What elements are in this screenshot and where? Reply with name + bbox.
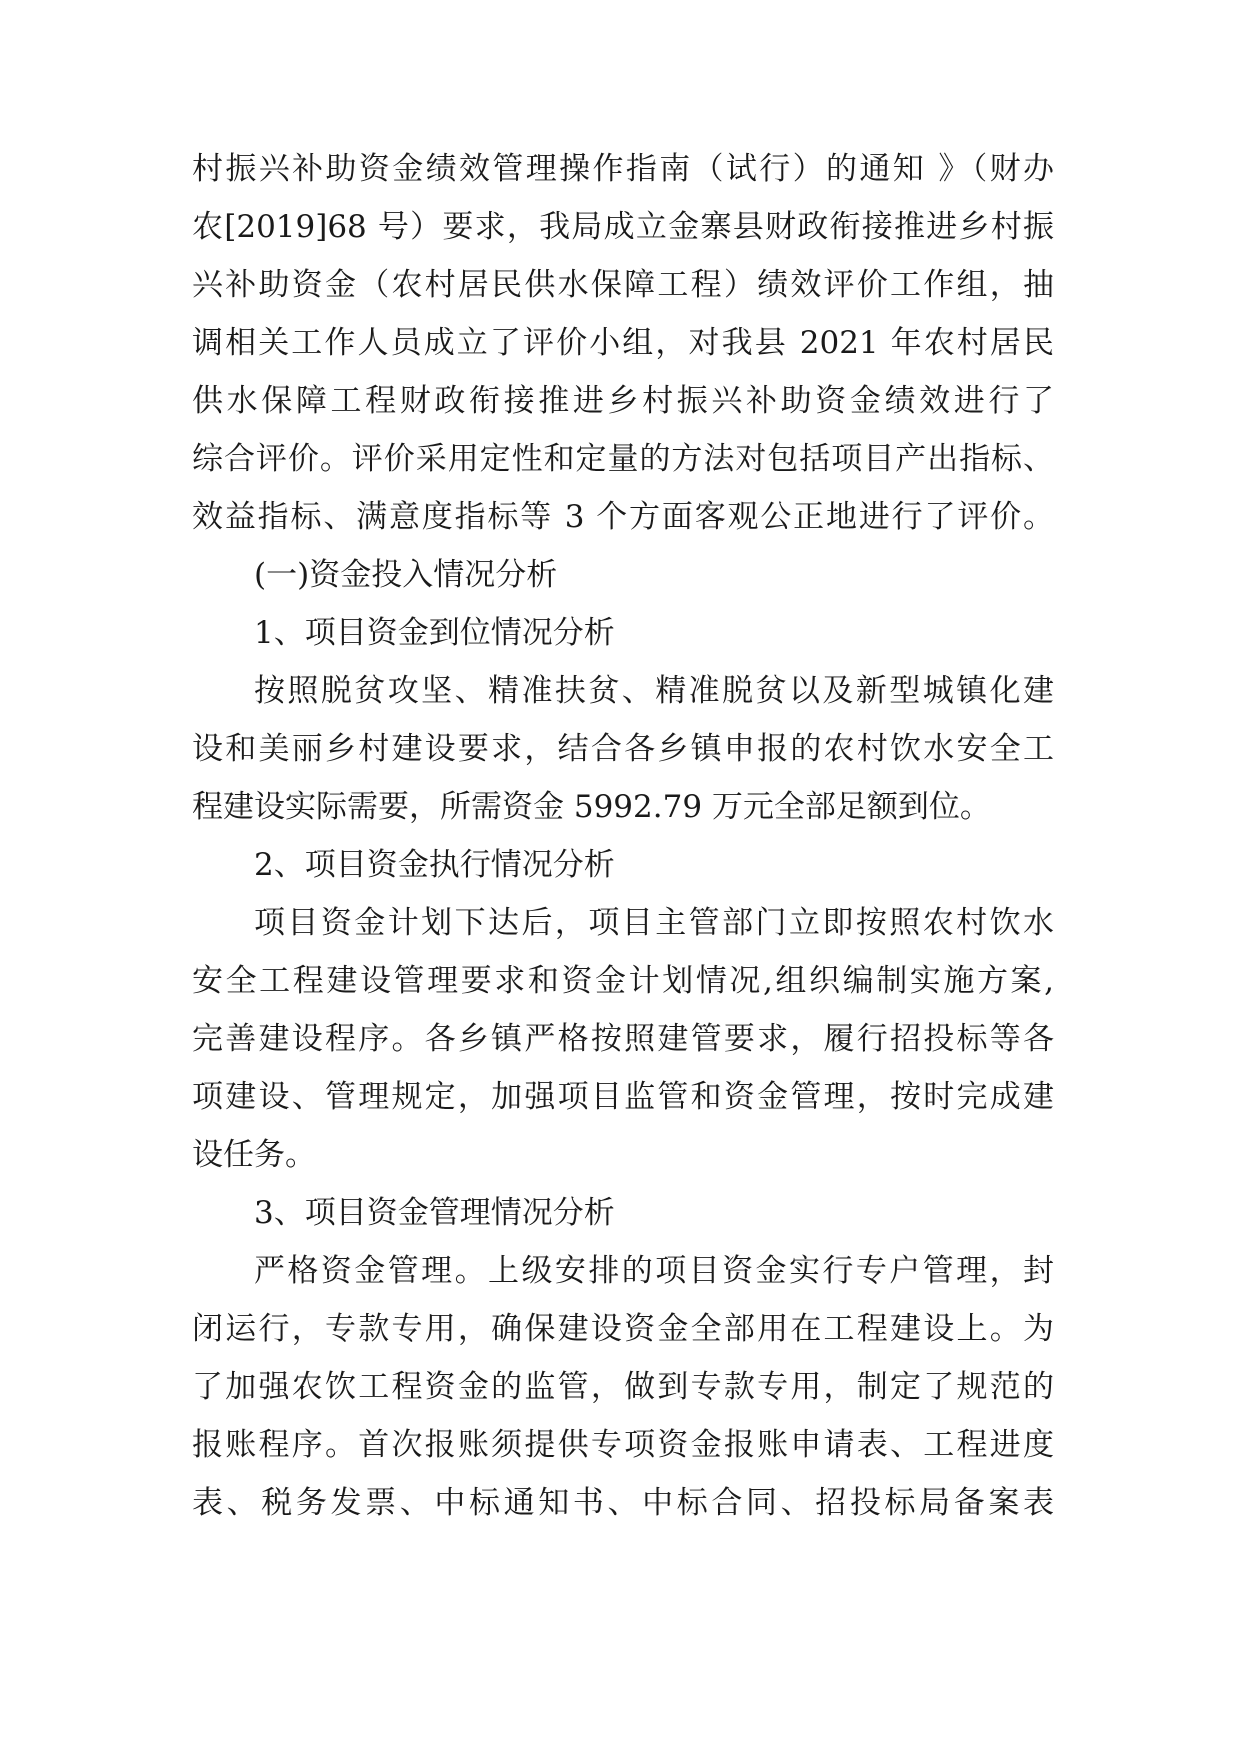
- paragraph-line: 按照脱贫攻坚、精准扶贫、精准脱贫以及新型城镇化建: [254, 673, 1054, 709]
- paragraph-line: 项建设、管理规定，加强项目监管和资金管理，按时完成建: [192, 1079, 1054, 1115]
- paragraph-line: 完善建设程序。各乡镇严格按照建管要求，履行招投标等各: [192, 1021, 1054, 1057]
- paragraph-line: 安全工程建设管理要求和资金计划情况,组织编制实施方案,: [192, 963, 1054, 999]
- paragraph-line: 效益指标、满意度指标等 3 个方面客观公正地进行了评价。: [192, 499, 1054, 535]
- paragraph-line: 程建设实际需要，所需资金 5992.79 万元全部足额到位。: [192, 789, 991, 825]
- paragraph-line: 农[2019]68 号）要求，我局成立金寨县财政衔接推进乡村振: [192, 209, 1054, 245]
- paragraph-line: 严格资金管理。上级安排的项目资金实行专户管理，封: [254, 1253, 1054, 1289]
- paragraph-line: 设和美丽乡村建设要求，结合各乡镇申报的农村饮水安全工: [192, 731, 1054, 767]
- subsection-heading: 3、项目资金管理情况分析: [254, 1195, 615, 1231]
- paragraph-line: 供水保障工程财政衔接推进乡村振兴补助资金绩效进行了: [192, 383, 1054, 419]
- paragraph-line: 兴补助资金（农村居民供水保障工程）绩效评价工作组，抽: [192, 267, 1054, 303]
- paragraph-line: 报账程序。首次报账须提供专项资金报账申请表、工程进度: [192, 1427, 1054, 1463]
- section-heading: (一)资金投入情况分析: [254, 557, 558, 593]
- paragraph-line: 调相关工作人员成立了评价小组，对我县 2021 年农村居民: [192, 325, 1054, 361]
- paragraph-line: 表、税务发票、中标通知书、中标合同、招投标局备案表: [192, 1485, 1054, 1521]
- paragraph-line: 闭运行，专款专用，确保建设资金全部用在工程建设上。为: [192, 1311, 1054, 1347]
- paragraph-line: 了加强农饮工程资金的监管，做到专款专用，制定了规范的: [192, 1369, 1054, 1405]
- paragraph-line: 设任务。: [192, 1137, 316, 1173]
- paragraph-line: 综合评价。评价采用定性和定量的方法对包括项目产出指标、: [192, 441, 1054, 477]
- subsection-heading: 1、项目资金到位情况分析: [254, 615, 615, 651]
- paragraph-line: 村振兴补助资金绩效管理操作指南（试行）的通知 》（财办: [192, 151, 1054, 187]
- subsection-heading: 2、项目资金执行情况分析: [254, 847, 615, 883]
- paragraph-line: 项目资金计划下达后，项目主管部门立即按照农村饮水: [254, 905, 1054, 941]
